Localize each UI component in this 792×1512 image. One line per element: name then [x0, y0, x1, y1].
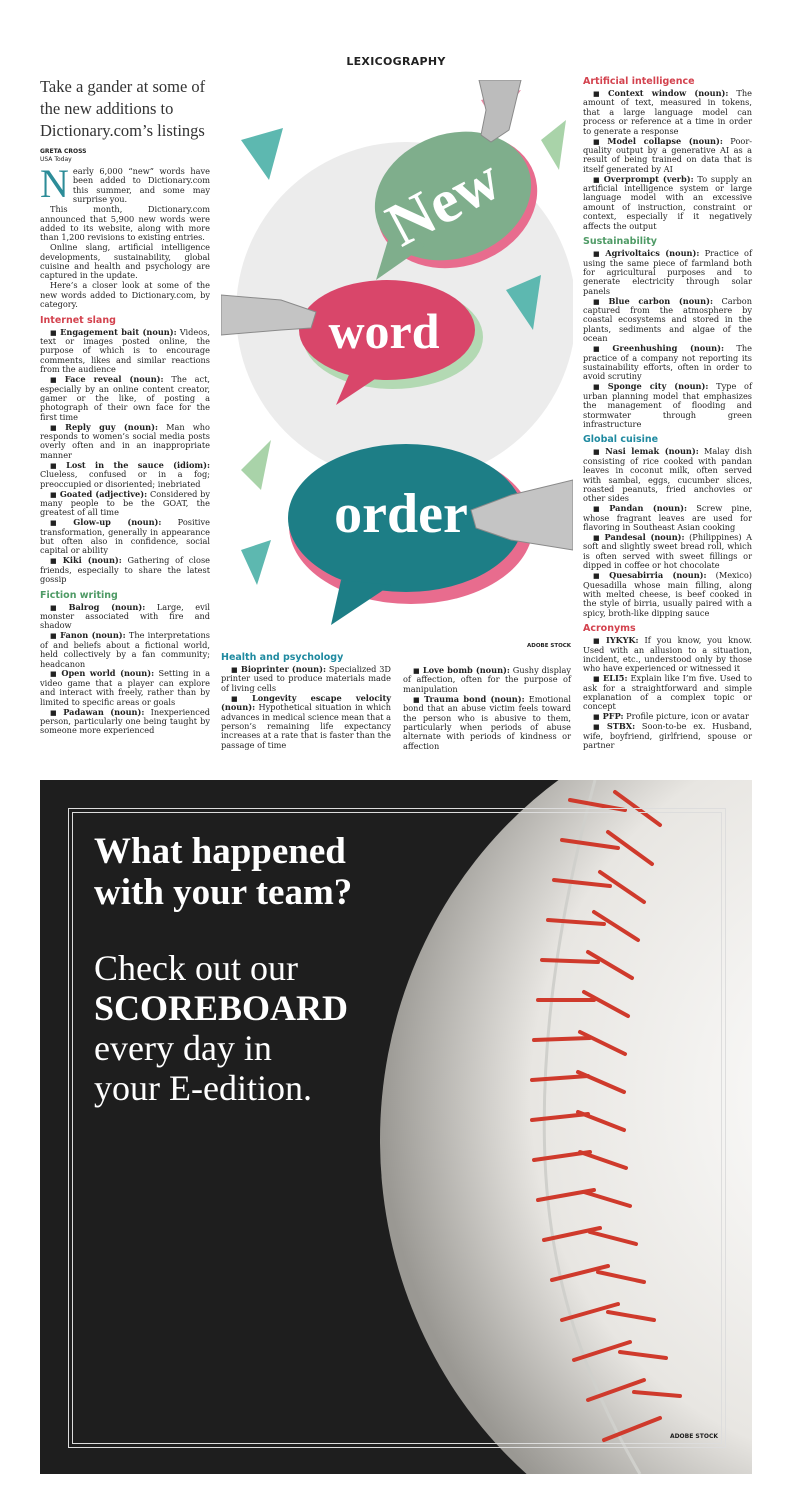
entry-term: ■ Goated (adjective):	[50, 489, 147, 499]
entry-term: ■ Lost in the sauce (idiom):	[50, 460, 210, 470]
entry-context-window	[583, 89, 752, 136]
entry-definition: The practice of a company not reporting its sustainability efforts, often in order to avoid scrutiny	[583, 343, 752, 382]
entry-model-collapse	[583, 137, 752, 175]
entry-definition: Inexperienced person, particularly one being taught by someone more experienced	[40, 706, 210, 736]
bubble-tail	[331, 580, 391, 625]
section-heading-health: Health and psychology	[221, 652, 344, 663]
headline: Take a gander at some of the new additions to Dictionary.com’s listings	[40, 77, 206, 140]
entry-term: ■ Balrog (noun):	[50, 602, 145, 612]
intro-paragraph-1	[40, 161, 210, 206]
entry-reply-guy	[40, 423, 210, 461]
entry-term: ■ Padawan (noun):	[50, 707, 144, 717]
entry-term: ■ Reply guy (noun):	[50, 422, 158, 432]
entry-definition: Poor-quality output by a generative AI as a result of being trained on data that is itself generated by AI	[583, 135, 753, 174]
entry-definition: Profile picture, icon or avatar	[626, 711, 749, 722]
shard-shape	[241, 128, 283, 180]
entry-definition: (Mexico) Quesadilla whose main filling, along with melted cheese, is beef cooked in the style of birria, usually paired with a spicy, broth-like dipping sauce	[583, 570, 752, 618]
entry-definition: Videos, text or images posted online, the purpose of which is to encourage comments, likes and similar reactions from the audience	[40, 326, 210, 375]
ad-scoreboard-text: SCOREBOARD	[94, 988, 349, 1028]
entry-longevity-escape-velocity	[221, 694, 391, 750]
entry-term: ■ Pandesal (noun):	[593, 532, 685, 542]
intro-paragraph-3: Online slang, artificial intelligence developments, sustainability, global cuisine and health and psychology are captured in the update.	[40, 242, 210, 281]
shard-shape	[541, 120, 566, 170]
intro-text-1: early 6,000 “new” words have been added to Dictionary.com this summer, and some may surprise you.	[72, 166, 210, 205]
ad-photo-credit: ADOBE STOCK	[669, 1433, 718, 1440]
intro-paragraph-4: Here’s a closer look at some of the new words added to Dictionary.com, by category.	[40, 280, 210, 310]
byline: GRETA CROSS	[40, 148, 87, 155]
entry-definition: The act, especially by an online content creator, gamer or the like, of posting a photograph of their own face for the first time	[40, 374, 210, 422]
entry-term: ■ PFP:	[593, 711, 623, 721]
entry-overprompt	[583, 175, 752, 231]
new-word-order-illustration	[221, 80, 573, 638]
entry-love-bomb	[403, 666, 571, 694]
entry-definition: Specialized 3D printer used to produce materials made of living cells	[221, 664, 391, 693]
entry-term: ■ Love bomb (noun):	[413, 665, 510, 675]
ad-headline	[94, 831, 352, 913]
column-1	[40, 76, 210, 736]
entry-term: ■ Overprompt (verb):	[593, 174, 694, 184]
illustration-graphic	[221, 80, 573, 638]
section-heading-acronyms: Acronyms	[583, 623, 636, 635]
entry-term: ■ Engagement bait (noun):	[50, 327, 177, 337]
entry-term: ■ Sponge city (noun):	[593, 381, 708, 391]
column-health-right	[403, 666, 571, 752]
section-heading-sustainability: Sustainability	[583, 236, 657, 248]
entry-lost-in-the-sauce	[40, 461, 210, 489]
section-heading-ai: Artificial intelligence	[583, 76, 695, 87]
entry-definition: Screw pine, whose fragrant leaves are used for flavoring in Southeast Asian cooking	[583, 503, 753, 533]
entry-definition: (Philippines) A soft and slightly sweet bread roll, which is often served with sweet fillings or dipped in coffee or hot chocolate	[583, 531, 752, 571]
entry-term: ■ Fanon (noun):	[50, 630, 126, 640]
entry-term: ■ Nasi lemak (noun):	[593, 446, 699, 456]
entry-term: ■ Pandan (noun):	[593, 503, 687, 513]
entry-definition: Explain like I’m five. Used to ask for a straightforward and simple explanation of a complex topic or concept	[583, 673, 753, 712]
entry-definition: If you know, you know. Used with an allusion to a situation, incident, etc., understood only by those who have experienced or witnessed it	[583, 635, 752, 674]
entry-term: ■ Agrivoltaics (noun):	[593, 248, 699, 258]
entry-definition: Large, evil monster associated with fire and shadow	[40, 601, 210, 631]
entry-glow-up	[40, 518, 210, 556]
ad-headline-line-2: with your team?	[94, 872, 353, 913]
entry-term: ■ Face reveal (noun):	[50, 374, 164, 384]
entry-pandan	[583, 504, 752, 532]
entry-definition: Hypothetical situation in which advances in medical science mean that a person’s remaining life expectancy increases at a rate that is faster than the passage of time	[221, 702, 392, 750]
column-health-left	[221, 652, 391, 751]
entry-term: ■ Model collapse (noun):	[593, 136, 723, 146]
ad-body-line-4: your E-edition.	[94, 1068, 312, 1108]
entry-definition: Malay dish consisting of rice cooked with pandan leaves in coconut milk, often served with sambal, eggs, cucumber slices, roasted peanuts, fried anchovies or other sides	[583, 446, 752, 504]
entry-trauma-bond	[403, 695, 571, 751]
entry-term: ■ IYKYK:	[593, 635, 639, 645]
entry-term: ■ Quesabirria (noun):	[593, 570, 707, 580]
word-new: New	[375, 144, 512, 260]
shard-shape	[241, 440, 271, 490]
entry-definition: Clueless, confused or in a fog; preoccupied or disoriented; inebriated	[40, 469, 210, 489]
entry-nasi-lemak	[583, 447, 752, 503]
entry-definition: Considered by many people to be the GOAT, the greatest of all time	[40, 488, 211, 518]
entry-padawan	[40, 708, 210, 736]
entry-definition: Type of urban planning model that emphasizes the management of flooding and stormwater through green infrastructure	[583, 381, 752, 429]
entry-pandesal	[583, 533, 752, 571]
entry-definition: Positive transformation, generally in appearance but often also in confidence, social capital or ability	[40, 517, 210, 556]
entry-term: ■ Context window (noun):	[593, 88, 728, 98]
ad-body-line-1: Check out our	[94, 948, 298, 988]
entry-greenhushing	[583, 344, 752, 382]
entry-definition: The interpretations of and beliefs about a fictional world, held collectively by a fan community; headcanon	[40, 630, 211, 669]
entry-term: ■ Open world (noun):	[50, 668, 154, 678]
entry-term: ■ ELI5:	[593, 673, 628, 683]
entry-quesabirria	[583, 571, 752, 618]
entry-definition: The amount of text, measured in tokens, that a large language model can process or reference at a time in order to generate a response	[583, 88, 752, 136]
entry-goated	[40, 490, 210, 518]
ad-headline-line-1: What happened	[94, 831, 346, 872]
entry-engagement-bait	[40, 328, 210, 375]
entry-term: ■ Blue carbon (noun):	[593, 296, 713, 306]
entry-fanon	[40, 631, 210, 669]
entry-open-world	[40, 669, 210, 707]
entry-definition: Gushy display of affection, often for the purpose of manipulation	[403, 665, 571, 694]
entry-agrivoltaics	[583, 249, 752, 296]
intro-paragraph-2: This month, Dictionary.com announced that 5,900 new words were added to its website, along with more than 1,200 revisions to existing entries.	[40, 204, 210, 243]
entry-definition: Man who responds to women’s social media posts overly often and in an inappropriate manner	[40, 421, 210, 460]
column-right	[583, 76, 752, 751]
entry-definition: Emotional bond that an abuse victim feels toward the person who is abusive to them, particularly when periods of abuse alternate with periods of kindness or affection	[403, 693, 571, 751]
entry-kiki	[40, 556, 210, 584]
scoreboard-advertisement[interactable]	[40, 780, 752, 1474]
entry-definition: Carbon captured from the atmosphere by coastal ecosystems and stored in the plants, sediments and algae of the ocean	[583, 295, 752, 344]
entry-face-reveal	[40, 375, 210, 422]
entry-term: ■ Kiki (noun):	[50, 555, 122, 565]
hand-top	[479, 80, 521, 142]
ad-body-line-2	[94, 988, 348, 1028]
entry-stbx	[583, 722, 752, 750]
entry-term: ■ STBX:	[593, 721, 635, 731]
ad-body-line-3: every day in	[94, 1028, 272, 1068]
ad-body	[94, 948, 348, 1108]
entry-term: ■ Longevity escape velocity (noun):	[221, 693, 391, 712]
section-label: LEXICOGRAPHY	[346, 55, 446, 68]
section-heading-internet-slang: Internet slang	[40, 314, 116, 326]
entry-eli5	[583, 674, 752, 712]
entry-sponge-city	[583, 382, 752, 429]
entry-term: ■ Glow-up (noun):	[50, 517, 161, 527]
byline-source: USA Today	[40, 156, 72, 163]
entry-definition: Gathering of close friends, especially to share the latest gossip	[40, 555, 210, 585]
entry-term: ■ Trauma bond (noun):	[413, 694, 525, 704]
entry-iykyk	[583, 636, 752, 674]
illustration-credit: ADOBE STOCK	[527, 643, 572, 649]
shard-shape	[241, 540, 271, 585]
entry-definition: Soon-to-be ex. Husband, wife, boyfriend, girlfriend, spouse or partner	[583, 721, 752, 751]
section-heading-global-cuisine: Global cuisine	[583, 434, 659, 446]
entry-bioprinter	[221, 665, 391, 693]
entry-balrog	[40, 603, 210, 631]
section-heading-fiction-writing: Fiction writing	[40, 589, 118, 601]
entry-term: ■ Bioprinter (noun):	[231, 664, 326, 674]
entry-definition: To supply an artificial intelligence system or large language model with an excessive amount of instruction, constraint or context, especially if it negatively affects the output	[583, 173, 752, 231]
entry-term: ■ Greenhushing (noun):	[593, 343, 724, 353]
entry-definition: Setting in a video game that a player can explore and interact with freely, rather than by limited to specific areas or goals	[40, 668, 210, 707]
drop-cap: N	[40, 161, 69, 206]
word-order: order	[334, 483, 468, 545]
entry-blue-carbon	[583, 297, 752, 344]
word-word: word	[328, 303, 440, 359]
entry-definition: Practice of using the same piece of farmland both for agricultural purposes and to generate electricity through solar panels	[583, 248, 753, 296]
